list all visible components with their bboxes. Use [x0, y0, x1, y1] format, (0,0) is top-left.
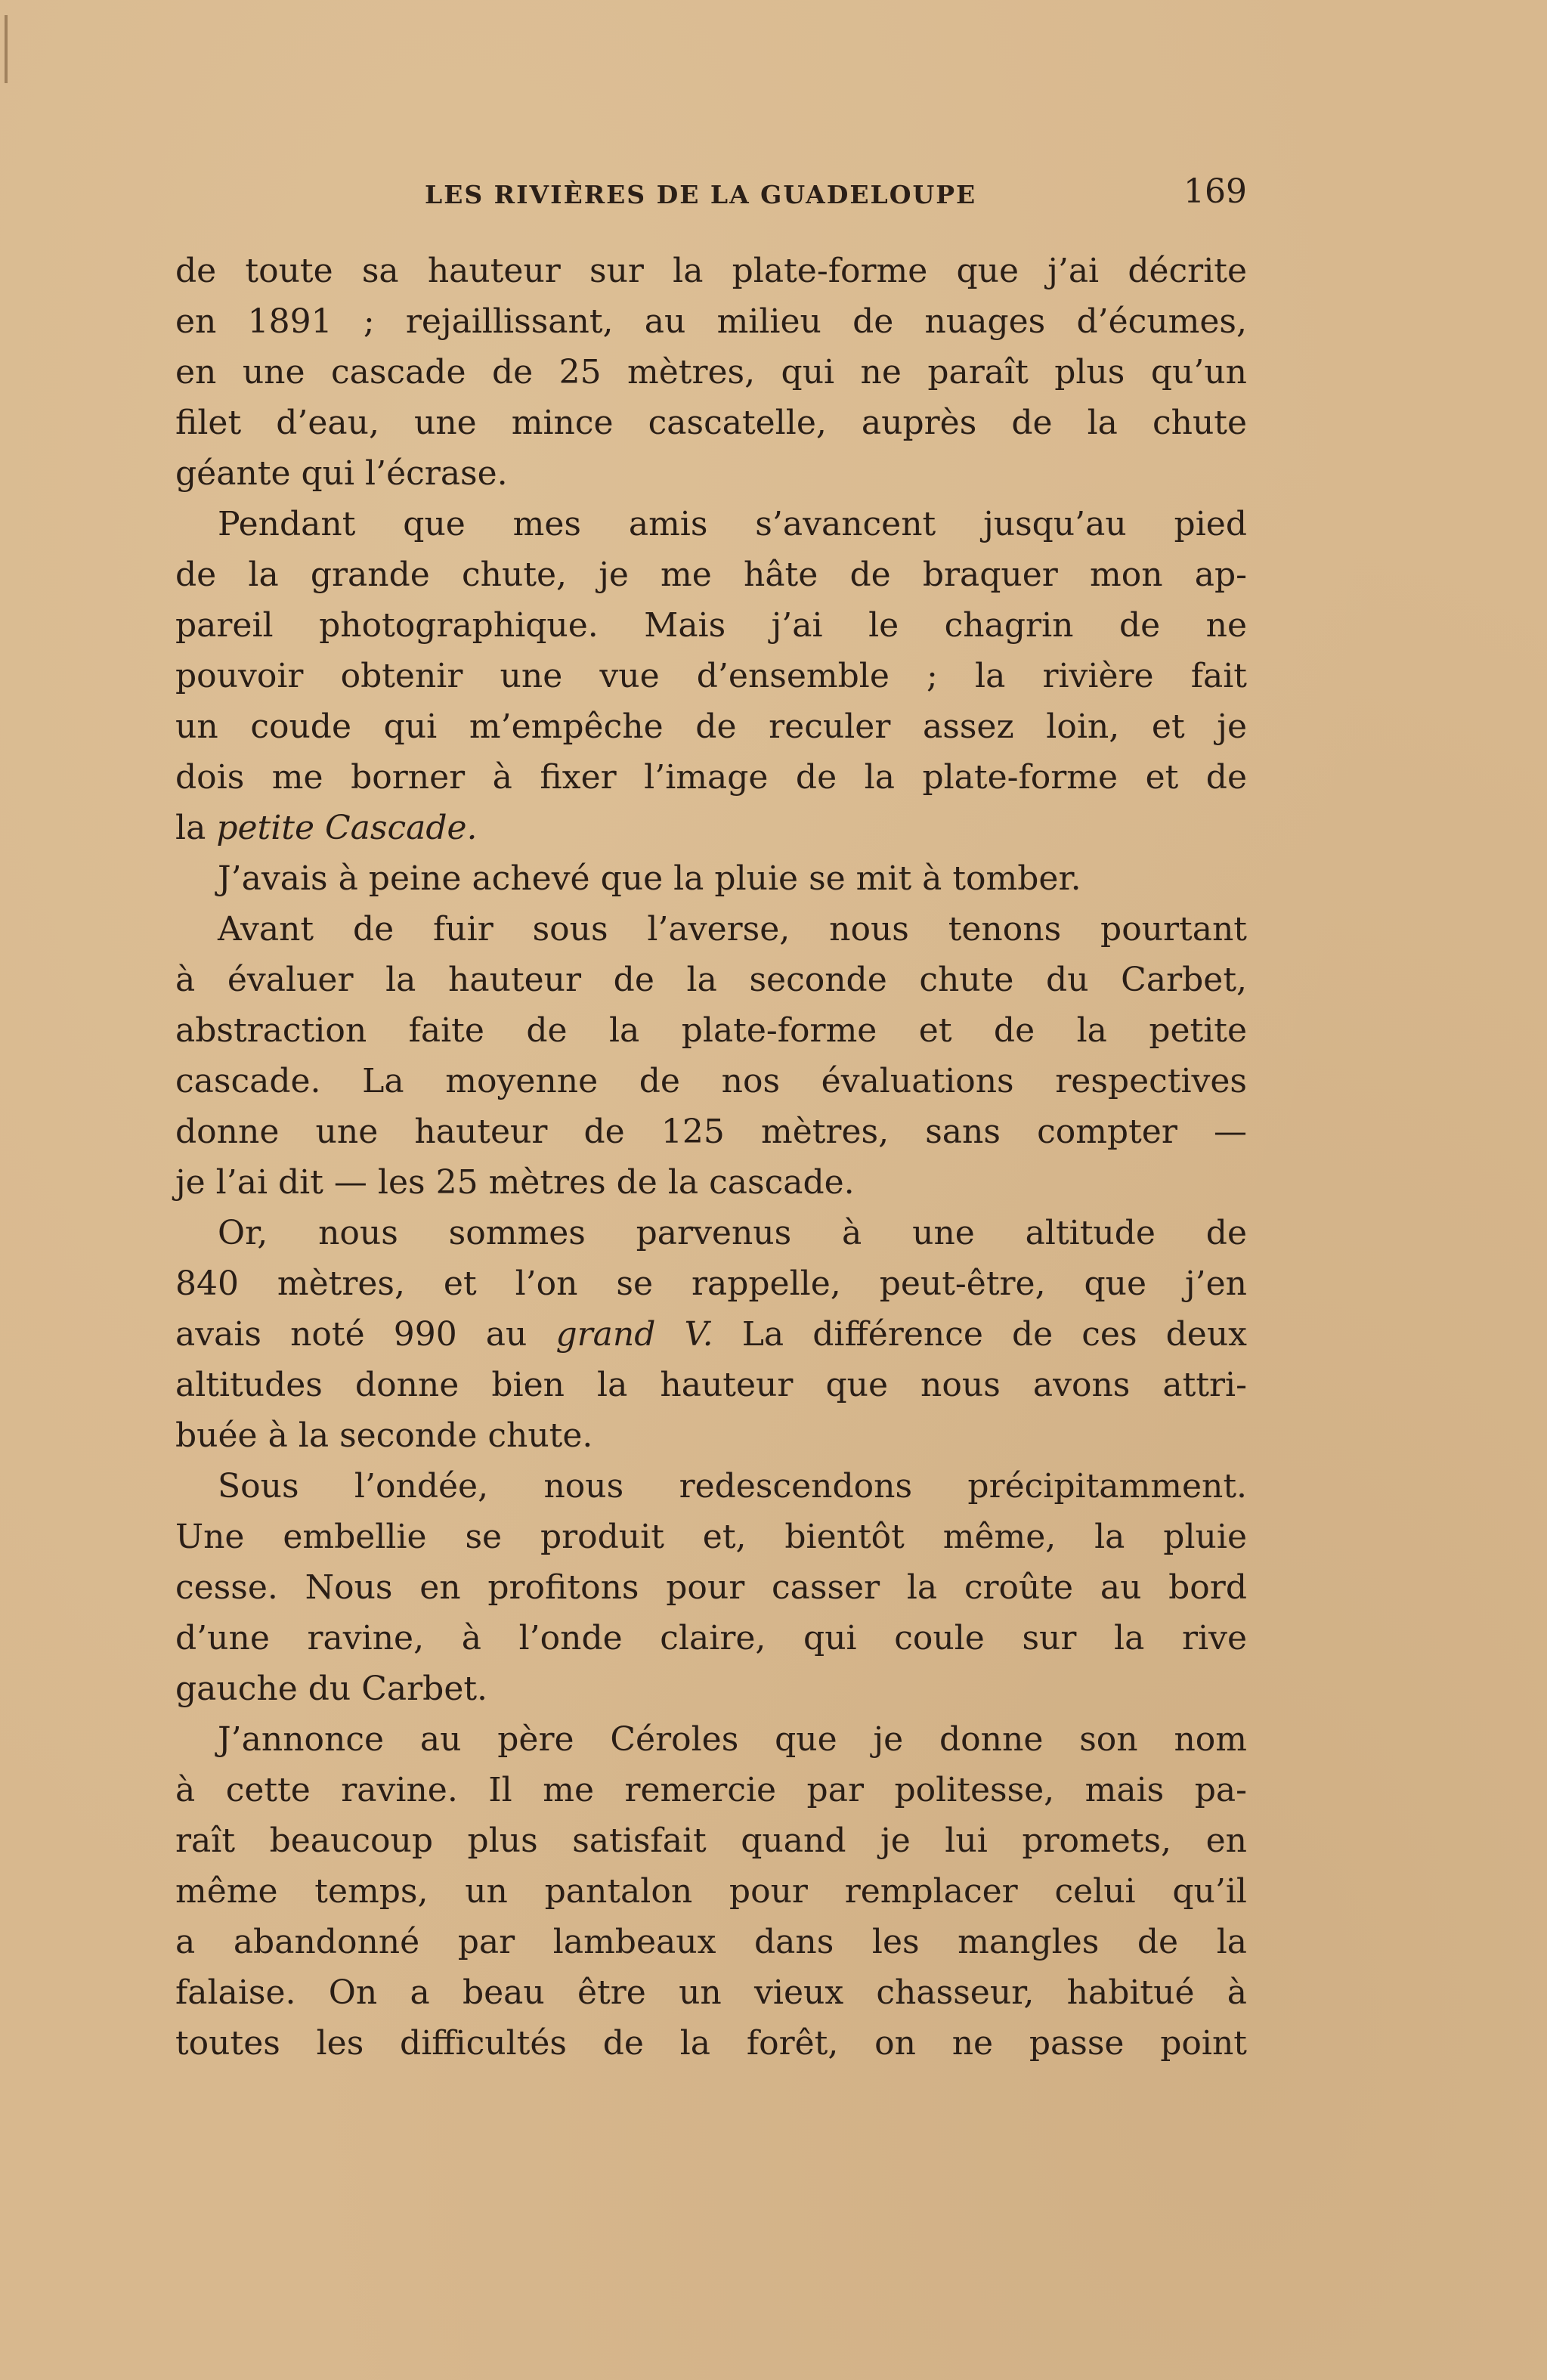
text-line: d’une ravine, à l’onde claire, qui coule sur la rive [175, 1619, 1247, 1657]
text-line: toutes les difficultés de la forêt, on ne passe point [175, 2024, 1247, 2063]
text-segment: la [175, 809, 206, 847]
text-line: gauche du Carbet. [175, 1670, 488, 1708]
text-segment: avais noté 990 au [175, 1315, 528, 1354]
text-line [175, 1309, 1247, 1360]
text-line: à évaluer la hauteur de la seconde chute du Carbet, [175, 961, 1247, 999]
text-line: falaise. On a beau être un vieux chasseur, habitué à [175, 1973, 1247, 2012]
text-line: à cette ravine. Il me remercie par politesse, mais pa- [175, 1771, 1247, 1809]
text-segment: La différence de ces deux [741, 1315, 1247, 1354]
text-line: J’avais à peine achevé que la pluie se mit à tomber. [218, 859, 1081, 898]
text-line: filet d’eau, une mince cascatelle, auprès de la chute [175, 404, 1247, 442]
body-text [175, 246, 1247, 2069]
text-line: buée à la seconde chute. [175, 1416, 593, 1455]
text-line: Sous l’ondée, nous redescendons précipitamment. [218, 1467, 1247, 1506]
text-line: je l’ai dit — les 25 mètres de la cascade. [175, 1163, 855, 1202]
text-line: cesse. Nous en profitons pour casser la croûte au bord [175, 1568, 1247, 1607]
text-line: 840 mètres, et l’on se rappelle, peut-être, que j’en [175, 1264, 1247, 1303]
text-line [175, 803, 1247, 853]
text-line: de la grande chute, je me hâte de braquer mon ap- [175, 556, 1247, 594]
text-line: Avant de fuir sous l’averse, nous tenons pourtant [218, 910, 1247, 949]
text-line: raît beaucoup plus satisfait quand je lui promets, en [175, 1821, 1247, 1860]
text-line: abstraction faite de la plate-forme et de la petite [175, 1011, 1247, 1050]
text-line: cascade. La moyenne de nos évaluations respectives [175, 1062, 1247, 1100]
text-line: un coude qui m’empêche de reculer assez loin, et je [175, 707, 1247, 746]
text-line: dois me borner à fixer l’image de la plate-forme et de [175, 758, 1247, 797]
text-line: même temps, un pantalon pour remplacer celui qu’il [175, 1872, 1247, 1911]
page-header [175, 172, 1247, 218]
text-line: géante qui l’écrase. [175, 454, 508, 493]
text-line: donne une hauteur de 125 mètres, sans compter — [175, 1113, 1247, 1151]
text-line: pareil photographique. Mais j’ai le chagrin de ne [175, 606, 1247, 645]
page-number: 169 [1183, 172, 1247, 211]
text-line: en 1891 ; rejaillissant, au milieu de nuages d’écumes, [175, 302, 1247, 341]
text-line: de toute sa hauteur sur la plate-forme que j’ai décrite [175, 252, 1247, 290]
text-line: a abandonné par lambeaux dans les mangles de la [175, 1923, 1247, 1961]
page-edge-mark [5, 15, 8, 83]
italic-title: petite Cascade. [216, 809, 478, 847]
text-line: altitudes donne bien la hauteur que nous avons attri- [175, 1366, 1247, 1404]
italic-term: grand V. [555, 1315, 713, 1354]
text-line: J’annonce au père Céroles que je donne son nom [218, 1720, 1247, 1759]
text-line: Or, nous sommes parvenus à une altitude de [218, 1214, 1247, 1252]
text-line: Une embellie se produit et, bientôt même, la pluie [175, 1518, 1247, 1556]
text-line: pouvoir obtenir une vue d’ensemble ; la rivière fait [175, 657, 1247, 695]
text-line: Pendant que mes amis s’avancent jusqu’au pied [218, 505, 1247, 543]
running-title: LES RIVIÈRES DE LA GUADELOUPE [425, 180, 977, 209]
text-line: en une cascade de 25 mètres, qui ne paraît plus qu’un [175, 353, 1247, 392]
